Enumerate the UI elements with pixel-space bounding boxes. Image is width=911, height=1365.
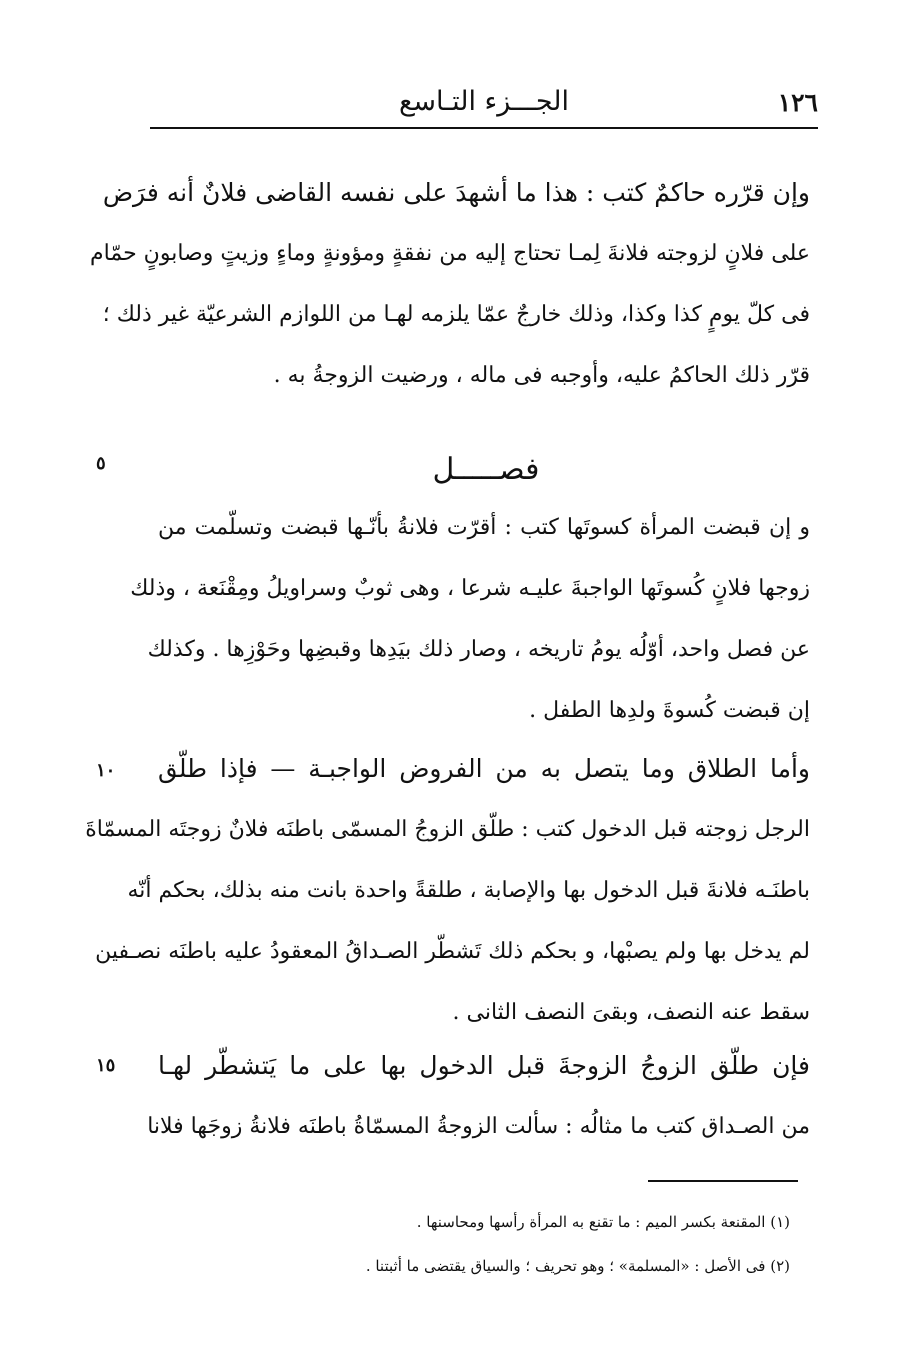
text-line: من الصـداق كتب ما مثالُه : سألت الزوجةُ المسمّاةُ باطنَه فلانةُ زوجَها فلانا bbox=[147, 1114, 810, 1139]
text-line: فإن طلّق الزوجُ الزوجةَ قبل الدخول بها على ما يَتشطّر لهـا bbox=[158, 1051, 810, 1080]
line-number-marker: ١٥ bbox=[96, 1055, 116, 1076]
text-line: وأما الطلاق وما يتصل به من الفروض الواجبـة — فإذا طلّق bbox=[158, 754, 810, 783]
text-line: قرّر ذلك الحاكمُ عليه، وأوجبه فى ماله ، ورضيت الزوجةُ به . bbox=[273, 363, 810, 388]
text-line: وإن قرّره حاكمٌ كتب : هذا ما أشهدَ على نفسه القاضى فلانٌ أنه فرَض bbox=[102, 178, 810, 207]
page-number: ١٢٦ bbox=[777, 88, 818, 117]
text-line: فى كلّ يومٍ كذا وكذا، وذلك خارجٌ عمّا يلزمه لهـا من اللوازم الشرعيّة غير ذلك ؛ bbox=[102, 302, 810, 327]
section-heading: فصـــــل bbox=[432, 452, 540, 487]
line-number-marker: ٥ bbox=[96, 453, 106, 474]
page-header bbox=[150, 82, 818, 128]
text-line: و إن قبضت المرأة كسوتَها كتب : أقرّت فلانةُ بأنّـها قبضت وتسلّمت من bbox=[158, 515, 810, 540]
text-line: على فلانٍ لزوجته فلانةَ لِمـا تحتاج إليه من نفقةٍ ومؤونةٍ وماءٍ وزيتٍ وصابونٍ حمّام bbox=[90, 241, 810, 266]
paragraph-1 bbox=[90, 162, 810, 406]
line-number-marker: ١٠ bbox=[96, 760, 116, 781]
header-rule bbox=[150, 127, 818, 129]
footnotes bbox=[290, 1200, 790, 1288]
footnote-1: (١) المقنعة بكسر الميم : ما تقنع به المرأة رأسها ومحاسنها . bbox=[416, 1213, 790, 1231]
running-title: الجـــزء التـاسع bbox=[398, 86, 570, 117]
text-line: الرجل زوجته قبل الدخول كتب : طلّق الزوجُ المسمّى باطنَه فلانٌ زوجتَه المسمّاةَ bbox=[85, 817, 810, 842]
text-line: سقط عنه النصف، وبقىَ النصف الثانى . bbox=[452, 1000, 810, 1025]
footnote-rule bbox=[648, 1180, 798, 1182]
text-line: زوجها فلانٍ كُسوتَها الواجبةَ عليـه شرعا ، وهى ثوبٌ وسراويلُ ومِقْنَعة ، وذلك bbox=[130, 576, 810, 601]
text-line: لم يدخل بها ولم يصبْها، و بحكم ذلك تَشطّر الصـداقُ المعقودُ عليه باطنَه نصـفين bbox=[95, 939, 810, 964]
text-line: إن قبضت كُسوةَ ولدِها الطفل . bbox=[529, 698, 810, 723]
paragraph-4 bbox=[147, 1035, 810, 1157]
paragraph-2 bbox=[130, 497, 810, 741]
footnote-2: (٢) فى الأصل : «المسلمة» ؛ وهو تحريف ؛ والسياق يقتضى ما أثبتنا . bbox=[365, 1257, 790, 1275]
text-line: باطنَـه فلانةَ قبل الدخول بها والإصابة ، طلقةً واحدة بانت منه بذلك، بحكم أنّه bbox=[127, 878, 810, 903]
text-line: عن فصل واحد، أوّلُه يومُ تاريخه ، وصار ذلك بيَدِها وقبضِها وحَوْزِها . وكذلك bbox=[147, 637, 810, 662]
